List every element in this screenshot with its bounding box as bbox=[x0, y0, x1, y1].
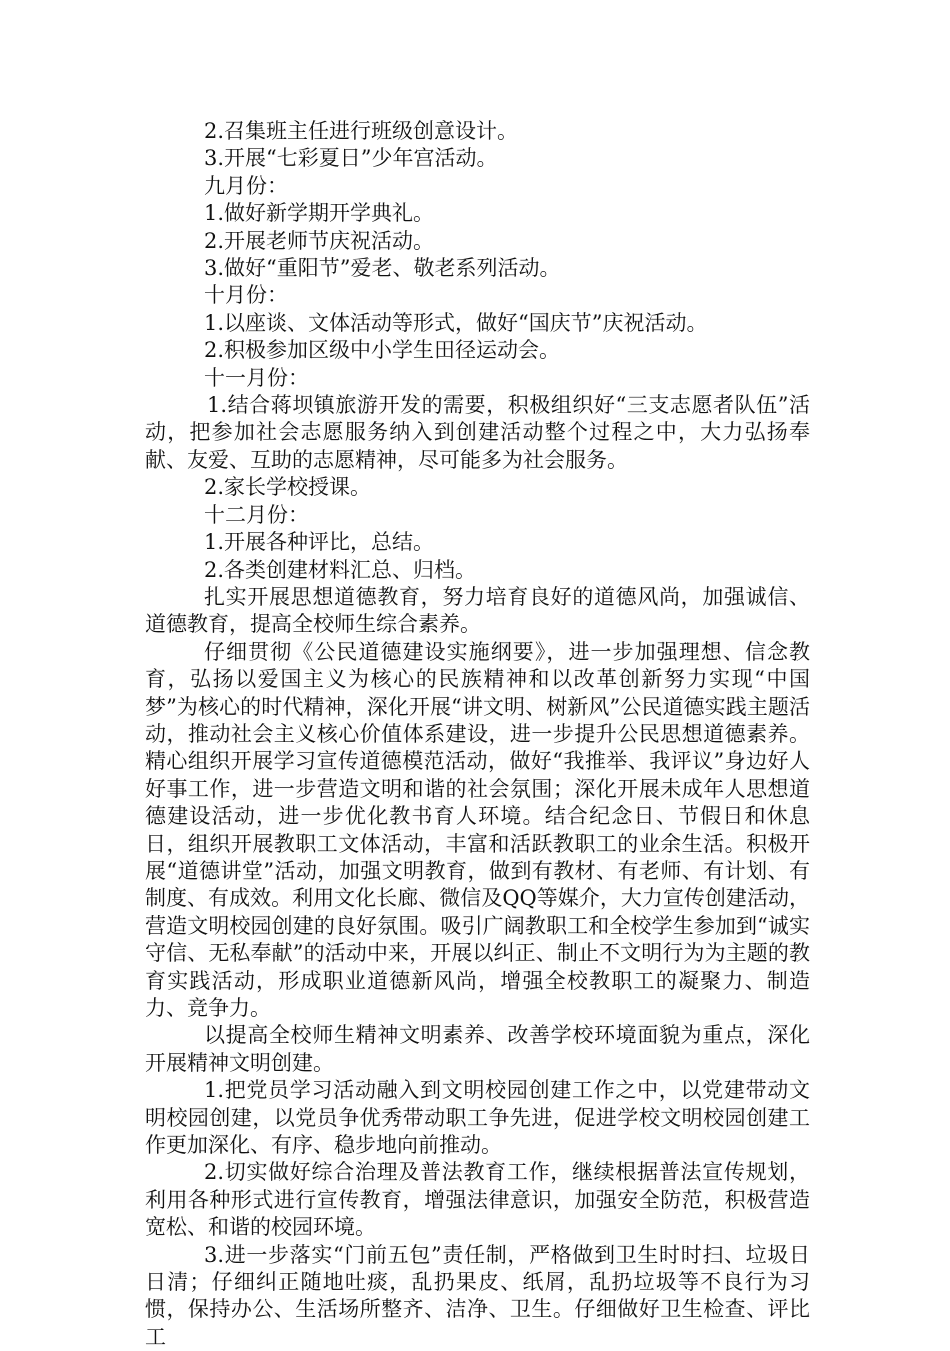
body-paragraph: 1.把党员学习活动融入到文明校园创建工作之中，以党建带动文明校园创建，以党员争优秀带动职工争先进，促进学校文明校园创建工作更加深化、有序、稳步地向前推动。 bbox=[145, 1078, 810, 1158]
list-item: 2.积极参加区级中小学生田径运动会。 bbox=[204, 338, 561, 363]
section-heading: 九月份： bbox=[204, 173, 288, 198]
body-paragraph: 以提高全校师生精神文明素养、改善学校环境面貌为重点，深化开展精神文明创建。 bbox=[145, 1023, 810, 1075]
section-heading: 十月份： bbox=[204, 283, 288, 308]
list-item: 2.家长学校授课。 bbox=[204, 475, 372, 500]
body-paragraph: 3.进一步落实“门前五包”责任制，严格做到卫生时时扫、垃圾日日清；仔细纠正随地吐痰，乱扔果皮、纸屑，乱扔垃圾等不良行为习惯，保持办公、生活场所整齐、洁净、卫生。仔细做好卫生检查、评比工 bbox=[145, 1242, 810, 1349]
list-item: 1.做好新学期开学典礼。 bbox=[204, 201, 435, 226]
section-heading: 十一月份： bbox=[204, 365, 309, 390]
list-item: 1.结合蒋坝镇旅游开发的需要，积极组织好“三支志愿者队伍”活动，把参加社会志愿服务纳入到创建活动整个过程之中，大力弘扬奉献、友爱、互助的志愿精神，尽可能多为社会服务。 bbox=[145, 393, 810, 472]
list-item: 3.做好“重阳节”爱老、敬老系列活动。 bbox=[204, 256, 561, 281]
list-item: 1.开展各种评比，总结。 bbox=[204, 530, 435, 555]
list-item: 2.开展老师节庆祝活动。 bbox=[204, 228, 435, 253]
document-page bbox=[145, 118, 810, 1351]
list-item: 2.各类创建材料汇总、归档。 bbox=[204, 557, 477, 582]
body-paragraph: 仔细贯彻《公民道德建设实施纲要》，进一步加强理想、信念教育，弘扬以爱国主义为核心的民族精神和以改革创新努力实现“中国梦”为核心的时代精神，深化开展“讲文明、树新风”公民道德实践主题活动，推动社会主义核心价值体系建设，进一步提升公民思想道德素养。精心组织开展学习宣传道德模范活动，做好“我推举、我评议”身边好人好事工作，进一步营造文明和谐的社会氛围；深化开展未成年人思想道德建设活动，进一步优化教书育人环境。结合纪念日、节假日和休息日，组织开展教职工文体活动，丰富和活跃教职工的业余生活。积极开展“道德讲堂”活动，加强文明教育，做到有教材、有老师、有计划、有制度、有成效。利用文化长廊、微信及QQ等媒介，大力宣传创建活动，营造文明校园创建的良好氛围。吸引广阔教职工和全校学生参加到“诚实守信、无私奉献”的活动中来，开展以纠正、制止不文明行为为主题的教育实践活动，形成职业道德新风尚，增强全校教职工的凝聚力、制造力、竞争力。 bbox=[145, 639, 810, 1020]
list-item: 1.以座谈、文体活动等形式，做好“国庆节”庆祝活动。 bbox=[204, 310, 708, 335]
section-heading: 十二月份： bbox=[204, 502, 309, 527]
body-paragraph: 扎实开展思想道德教育，努力培育良好的道德风尚，加强诚信、道德教育，提高全校师生综合素养。 bbox=[145, 584, 810, 637]
list-item: 2.召集班主任进行班级创意设计。 bbox=[204, 119, 519, 143]
list-item: 3.开展“七彩夏日”少年宫活动。 bbox=[204, 146, 498, 171]
body-paragraph: 2.切实做好综合治理及普法教育工作，继续根据普法宣传规划，利用各种形式进行宣传教育，增强法律意识，加强安全防范，积极营造宽松、和谐的校园环境。 bbox=[145, 1160, 810, 1240]
